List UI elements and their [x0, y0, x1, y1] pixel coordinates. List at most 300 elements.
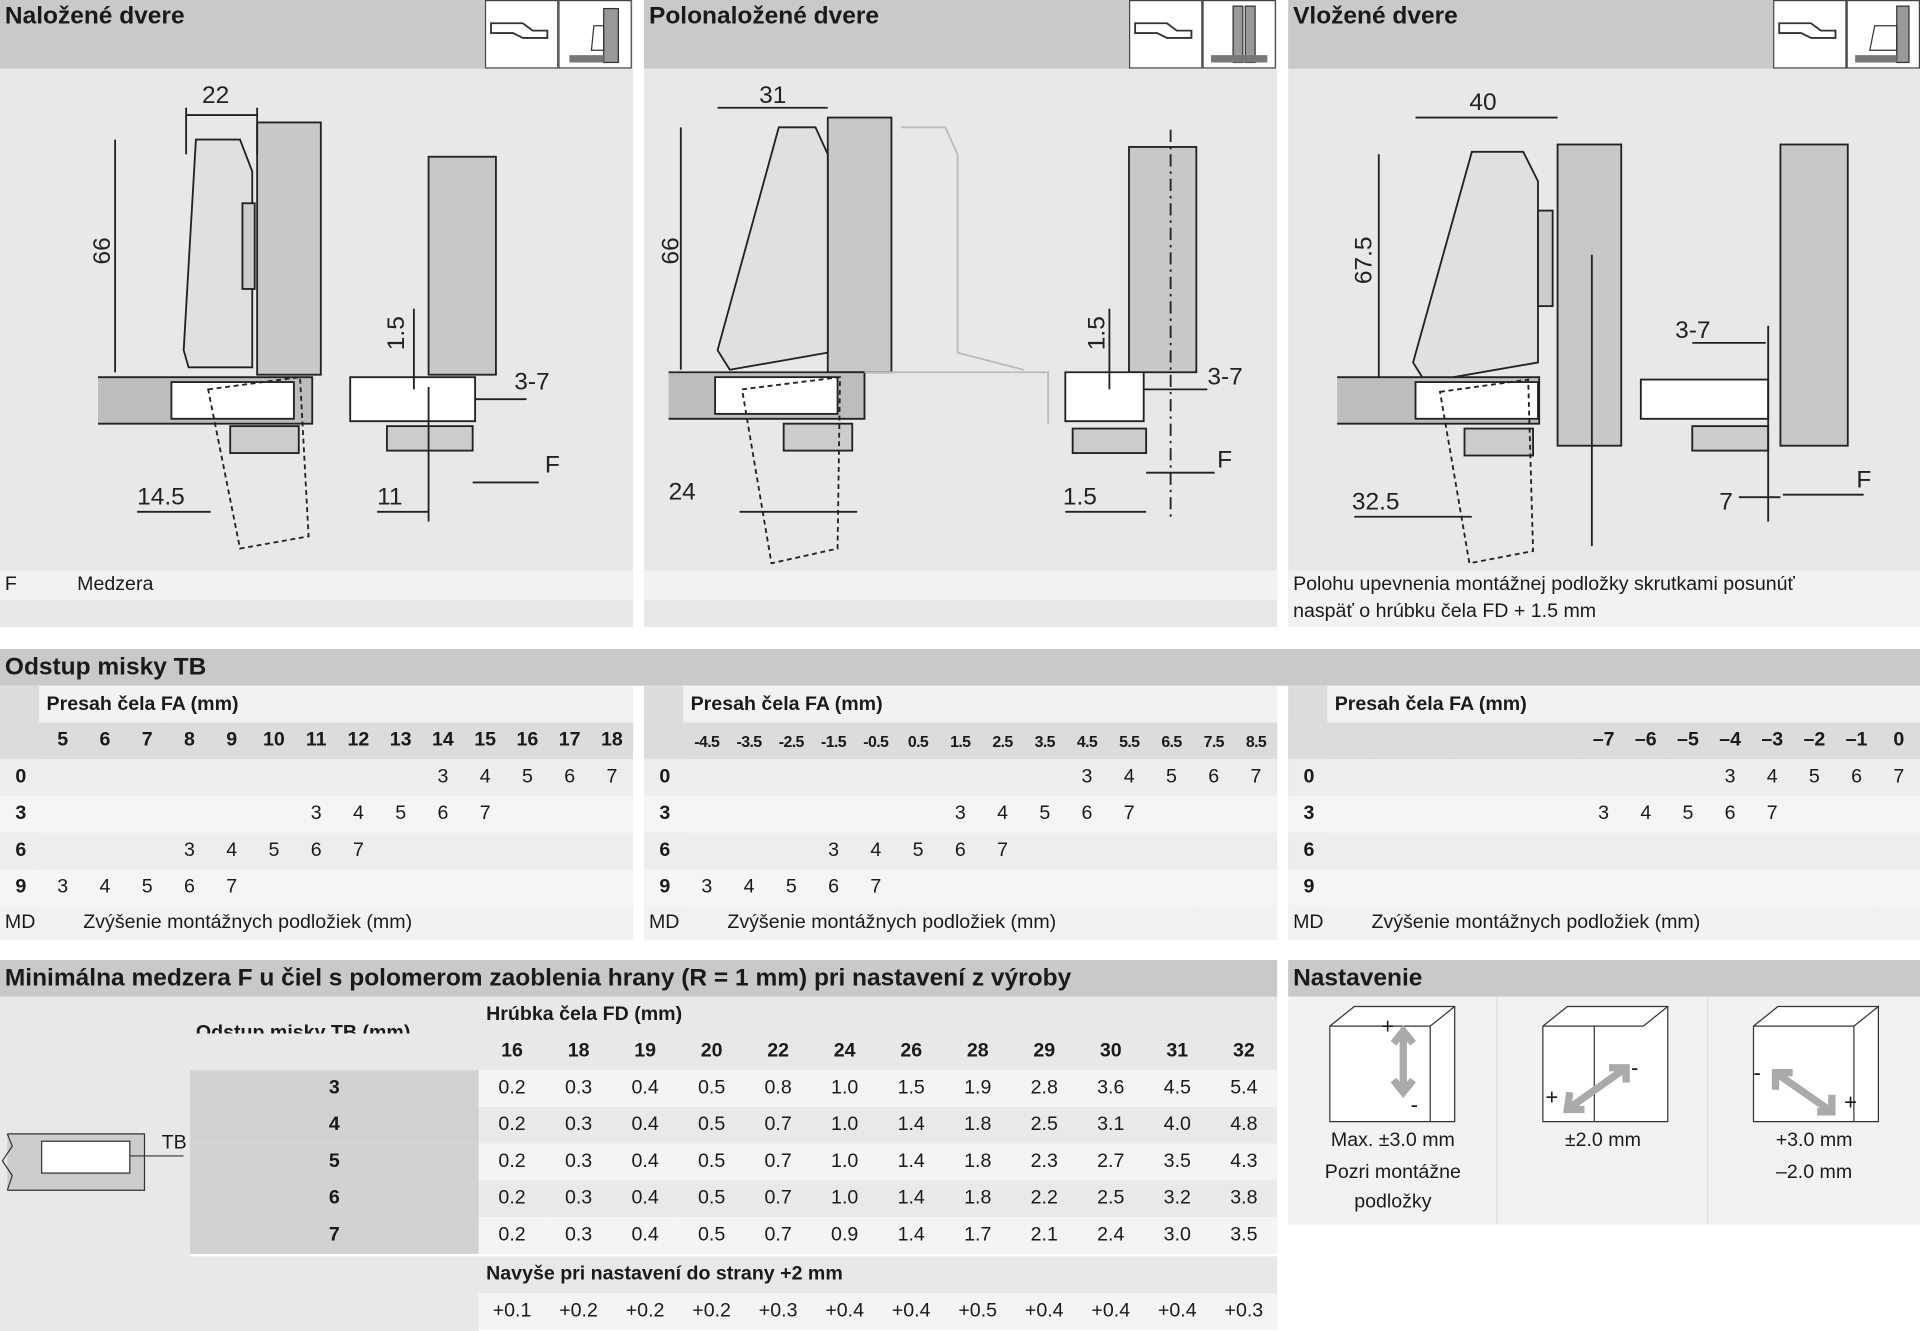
hinge-icon	[1129, 0, 1202, 69]
gap-value: 1.4	[878, 1217, 945, 1254]
tb-cell	[1330, 869, 1372, 906]
tb-cell	[337, 869, 379, 906]
gap-value: 1.8	[944, 1180, 1011, 1217]
fa-column-header: –4	[1709, 722, 1751, 759]
tb-cell	[1667, 869, 1709, 906]
gap-value: 0.2	[479, 1144, 546, 1181]
tb-section-title	[0, 649, 1920, 686]
tb-cell	[464, 833, 506, 870]
tb-cell	[1330, 833, 1372, 870]
gap-value: 3.2	[1144, 1180, 1211, 1217]
md-row-header: 6	[0, 833, 42, 870]
fa-column-header: 13	[380, 722, 422, 759]
gap-value: 0.5	[678, 1070, 745, 1107]
tb-cell: 3	[939, 796, 981, 833]
minus-sign: -	[1410, 1092, 1418, 1117]
tb-cell: 4	[464, 759, 506, 796]
gap-value: 4.0	[1144, 1107, 1211, 1144]
tb-cell: 6	[1066, 796, 1108, 833]
tb-cell	[506, 869, 548, 906]
adjust-height-line1: Max. ±3.0 mm	[1330, 1130, 1455, 1152]
table-row	[1288, 796, 1920, 833]
tb-cell: 6	[939, 833, 981, 870]
tb-cell: 6	[295, 833, 337, 870]
tb-cell	[1583, 759, 1625, 796]
tb-cell: 4	[1625, 796, 1667, 833]
tb-cell	[1150, 869, 1192, 906]
tb-cell	[1498, 796, 1540, 833]
fa-column-header: –5	[1667, 722, 1709, 759]
tb-cell	[686, 796, 728, 833]
legend-key: F	[4, 574, 17, 596]
tb-cell	[591, 833, 633, 870]
tb-section-title-text: Odstup misky TB	[4, 653, 207, 681]
fa-column-header: –1	[1835, 722, 1877, 759]
tb-cell	[380, 869, 422, 906]
tb-cell	[549, 796, 591, 833]
gap-value: 0.2	[479, 1107, 546, 1144]
tb-cell	[1330, 796, 1372, 833]
fd-column-header: 29	[1011, 1033, 1078, 1070]
table-row	[0, 796, 633, 833]
tb-cell: 7	[1108, 796, 1150, 833]
tb-cell	[1625, 869, 1667, 906]
tb-cell: 4	[337, 796, 379, 833]
md-row-header: 3	[1288, 796, 1329, 833]
gap-value: 0.3	[545, 1180, 612, 1217]
tb-cell	[422, 833, 464, 870]
tb-cell: 7	[855, 869, 897, 906]
tb-grid-3	[1288, 722, 1920, 906]
depth-adjust-icon	[1746, 1002, 1883, 1124]
tb-cell	[211, 759, 253, 796]
tb-cell	[1835, 796, 1877, 833]
fa-column-header: 6.5	[1150, 722, 1192, 759]
adjust-height-line3: podložky	[1354, 1191, 1432, 1213]
gap-value: 0.7	[745, 1180, 812, 1217]
overlay-hinge-drawing	[0, 69, 633, 571]
fd-column-header: 18	[545, 1033, 612, 1070]
tb-cell	[939, 759, 981, 796]
tb-cell: 3	[1583, 796, 1625, 833]
md-row-header: 0	[0, 759, 42, 796]
tb-cell	[981, 759, 1023, 796]
minus-sign: -	[1753, 1060, 1761, 1085]
gap-value: 0.4	[612, 1144, 679, 1181]
md-footer-text: Zvýšenie montážnych podložiek (mm)	[1371, 912, 1701, 934]
tb-cell	[1583, 869, 1625, 906]
fa-column-header: –6	[1625, 722, 1667, 759]
panel-half-overlay-title	[644, 0, 1129, 69]
fa-column-header: 0	[1878, 722, 1920, 759]
gap-value: 1.4	[878, 1144, 945, 1181]
tb-cell	[1024, 759, 1066, 796]
tb-cell	[1193, 796, 1235, 833]
md-footer-text: Zvýšenie montážnych podložiek (mm)	[727, 912, 1057, 934]
tb-cell: 5	[253, 833, 295, 870]
gap-value: 2.4	[1078, 1217, 1145, 1254]
dim-width: 40	[1469, 89, 1497, 117]
tb-cell	[1709, 833, 1751, 870]
tb-cell	[506, 796, 548, 833]
gap-value: 4.8	[1211, 1107, 1278, 1144]
fa-column-header	[1498, 722, 1540, 759]
adjust-depth-line2: –2.0 mm	[1775, 1162, 1853, 1183]
dim-adjust: 3-7	[1207, 363, 1243, 391]
dim-adjust: 3-7	[1675, 316, 1711, 344]
tb-cell	[897, 869, 939, 906]
gap-value: 1.8	[944, 1107, 1011, 1144]
gap-value: 0.2	[479, 1070, 546, 1107]
dim-height: 66	[89, 237, 117, 265]
tb-cell: 4	[728, 869, 770, 906]
fa-column-header: 4.5	[1066, 722, 1108, 759]
fa-column-header: 10	[253, 722, 295, 759]
gap-value: 1.7	[944, 1217, 1011, 1254]
plus-sign: +	[1545, 1084, 1559, 1110]
tb-cell	[1372, 833, 1414, 870]
tb-cell	[1878, 833, 1920, 870]
tb-cell	[1540, 869, 1582, 906]
min-gap-title-text: Minimálna medzera F u čiel s polomerom zaoblenia hrany (R = 1 mm) pri nastavení z výroby	[4, 964, 1072, 992]
tb-cell: 3	[686, 869, 728, 906]
tb-cell	[1108, 869, 1150, 906]
panel-overlay-title	[0, 0, 485, 69]
tb-cell	[1793, 796, 1835, 833]
tb-cell	[1414, 796, 1456, 833]
tb-cell	[380, 833, 422, 870]
tb-cell	[549, 869, 591, 906]
gap-value: 0.9	[811, 1217, 878, 1254]
tb-cell	[1024, 869, 1066, 906]
tb-cell: 4	[1751, 759, 1793, 796]
fd-column-header: 20	[678, 1033, 745, 1070]
tb-cell	[126, 759, 168, 796]
fa-column-header: -1.5	[812, 722, 854, 759]
fa-column-header: 9	[211, 722, 253, 759]
fa-column-header: -4.5	[686, 722, 728, 759]
tb-cell	[1372, 869, 1414, 906]
gap-value: 3.0	[1144, 1217, 1211, 1254]
table-row	[190, 1107, 1277, 1144]
tb-cell	[1193, 869, 1235, 906]
tb-cell	[253, 759, 295, 796]
extra-value: +0.2	[545, 1293, 612, 1330]
tb-cell	[1709, 869, 1751, 906]
panel-inset-title-text: Vložené dvere	[1293, 2, 1458, 30]
extra-value: +0.4	[811, 1293, 878, 1330]
tb-row-header: 4	[190, 1107, 479, 1144]
tb-cell	[1456, 869, 1498, 906]
inset-hinge-drawing	[1288, 69, 1920, 571]
tb-cell: 5	[1024, 796, 1066, 833]
extra-value: +0.3	[745, 1293, 812, 1330]
tb-row-header: 6	[190, 1180, 479, 1217]
tb-cell: 7	[591, 759, 633, 796]
md-footer-key: MD	[4, 912, 36, 934]
md-row-header: 0	[1288, 759, 1329, 796]
dim-left: 14.5	[137, 483, 185, 511]
tb-cell	[728, 833, 770, 870]
gap-value: 0.3	[545, 1107, 612, 1144]
fa-column-header: 7	[126, 722, 168, 759]
tb-cell	[1024, 833, 1066, 870]
plus-sign: +	[1844, 1089, 1857, 1115]
gap-value: 0.8	[745, 1070, 812, 1107]
gap-value: 1.0	[811, 1180, 878, 1217]
extra-value: +0.4	[1078, 1293, 1145, 1330]
dim-right: 11	[377, 483, 403, 511]
tb-cell: 7	[1235, 759, 1277, 796]
tb-cell	[1108, 833, 1150, 870]
gap-value: 0.7	[745, 1217, 812, 1254]
fd-column-header: 31	[1144, 1033, 1211, 1070]
dim-adjust: 3-7	[514, 368, 550, 396]
fa-column-header: 16	[506, 722, 548, 759]
extra-value: +0.2	[612, 1293, 679, 1330]
fd-column-header: 30	[1078, 1033, 1145, 1070]
tb-cell: 6	[168, 869, 210, 906]
fa-column-header: 7.5	[1193, 722, 1235, 759]
dim-gap-v: 1.5	[1083, 316, 1111, 351]
tb-cell: 3	[168, 833, 210, 870]
extra-value: +0.4	[878, 1293, 945, 1330]
tb-cell	[295, 759, 337, 796]
gap-value: 1.5	[878, 1070, 945, 1107]
gap-value: 3.8	[1211, 1180, 1278, 1217]
tb-cell: 5	[1667, 796, 1709, 833]
tb-cell: 3	[1709, 759, 1751, 796]
tb-cell	[1583, 833, 1625, 870]
gap-value: 0.3	[545, 1070, 612, 1107]
tb-cell: 4	[1108, 759, 1150, 796]
tb-cell	[1456, 796, 1498, 833]
md-row-header: 0	[644, 759, 686, 796]
tb-cell: 7	[1751, 796, 1793, 833]
fd-column-header: 19	[612, 1033, 679, 1070]
gap-value: 0.3	[545, 1144, 612, 1181]
tb-cell	[1414, 833, 1456, 870]
md-row-header: 9	[1288, 869, 1329, 906]
tb-cell	[1235, 796, 1277, 833]
legend-text: Medzera	[77, 574, 154, 596]
tb-row-header: 7	[190, 1217, 479, 1254]
gap-value: 3.5	[1211, 1217, 1278, 1254]
tb-cell: 7	[981, 833, 1023, 870]
gap-value: 0.4	[612, 1180, 679, 1217]
tb-cell: 6	[549, 759, 591, 796]
gap-value: 1.0	[811, 1070, 878, 1107]
tb-cell	[981, 869, 1023, 906]
fa-label: Presah čela FA (mm)	[46, 694, 239, 716]
minus-sign: -	[1631, 1055, 1639, 1081]
tb-cell	[126, 833, 168, 870]
tb-cell	[1540, 833, 1582, 870]
md-header-cell	[644, 722, 686, 759]
tb-cell: 7	[211, 869, 253, 906]
gap-value: 0.5	[678, 1217, 745, 1254]
dim-f: F	[544, 451, 560, 479]
panel-inset-title	[1288, 0, 1773, 69]
tb-cell	[1540, 796, 1582, 833]
tb-cell	[1235, 869, 1277, 906]
fa-column-header	[1456, 722, 1498, 759]
tb-cell: 5	[770, 869, 812, 906]
tb-cell: 7	[464, 796, 506, 833]
tb-cell	[1667, 833, 1709, 870]
tb-cell	[897, 796, 939, 833]
dim-width: 22	[202, 81, 230, 109]
gap-value: 2.3	[1011, 1144, 1078, 1181]
tb-cell	[1150, 796, 1192, 833]
extra-value: +0.1	[479, 1293, 546, 1330]
half-overlay-hinge-drawing	[644, 69, 1277, 571]
table-row	[644, 869, 1277, 906]
tb-cell	[1456, 759, 1498, 796]
gap-value: 0.4	[612, 1217, 679, 1254]
tb-grid-1	[0, 722, 633, 906]
tb-cell	[168, 759, 210, 796]
extra-value: +0.5	[944, 1293, 1011, 1330]
gap-value: 1.4	[878, 1180, 945, 1217]
fd-column-header: 16	[479, 1033, 546, 1070]
tb-cell	[253, 796, 295, 833]
gap-value: 2.5	[1078, 1180, 1145, 1217]
hinge-icon	[1773, 0, 1846, 69]
fa-column-header: 3.5	[1024, 722, 1066, 759]
gap-value: 3.6	[1078, 1070, 1145, 1107]
table-row	[644, 796, 1277, 833]
tb-cell	[1330, 759, 1372, 796]
fa-column-header: 14	[422, 722, 464, 759]
tb-cell	[728, 796, 770, 833]
fa-column-header: 17	[549, 722, 591, 759]
tb-cell	[84, 833, 126, 870]
gap-value: 1.4	[878, 1107, 945, 1144]
fa-label: Presah čela FA (mm)	[1334, 694, 1527, 716]
tb-cell	[591, 869, 633, 906]
tb-cell	[1835, 833, 1877, 870]
adjust-title-text: Nastavenie	[1293, 964, 1423, 992]
extra-row-left	[190, 1256, 479, 1331]
gap-value: 0.2	[479, 1180, 546, 1217]
note-line-1: Polohu upevnenia montážnej podložky skrutkami posunúť	[1293, 574, 1795, 596]
door-position-icon	[1202, 0, 1275, 69]
tb-cell	[1793, 869, 1835, 906]
fd-label: Hrúbka čela FD (mm)	[486, 1004, 683, 1025]
tb-cell	[1751, 869, 1793, 906]
tb-cell	[855, 796, 897, 833]
tb-cell: 3	[422, 759, 464, 796]
fa-column-header: 8	[168, 722, 210, 759]
gap-value: 3.1	[1078, 1107, 1145, 1144]
panel-overlay-title-text: Naložené dvere	[4, 2, 185, 30]
tb-cell	[42, 759, 84, 796]
tb-cell: 6	[812, 869, 854, 906]
table-row	[1288, 869, 1920, 906]
tb-cell	[1835, 869, 1877, 906]
tb-cell: 6	[1709, 796, 1751, 833]
tb-cell	[422, 869, 464, 906]
fd-column-header: 26	[878, 1033, 945, 1070]
dim-left: 24	[668, 478, 696, 506]
tb-cell: 3	[295, 796, 337, 833]
gap-value: 0.7	[745, 1144, 812, 1181]
table-row	[0, 833, 633, 870]
gap-value: 0.4	[612, 1107, 679, 1144]
tb-cell	[42, 833, 84, 870]
md-row-header: 6	[644, 833, 686, 870]
tb-cell	[1498, 759, 1540, 796]
tb-cell	[1498, 869, 1540, 906]
table-row	[0, 759, 633, 796]
fa-column-header	[1414, 722, 1456, 759]
fa-column-header	[1330, 722, 1372, 759]
tb-cell	[1751, 833, 1793, 870]
gap-value: 2.2	[1011, 1180, 1078, 1217]
tb-grid-2	[644, 722, 1277, 906]
tb-cell	[84, 759, 126, 796]
fd-column-header: 24	[811, 1033, 878, 1070]
fa-column-header: –3	[1751, 722, 1793, 759]
tb-cell	[591, 796, 633, 833]
tb-cell	[253, 869, 295, 906]
tb-cell	[1878, 796, 1920, 833]
tb-cell	[1625, 759, 1667, 796]
gap-value: 0.5	[678, 1107, 745, 1144]
tb-cell	[1372, 759, 1414, 796]
fa-column-header: -0.5	[855, 722, 897, 759]
tb-diagram-label: TB	[161, 1132, 187, 1154]
gap-value: 4.5	[1144, 1070, 1211, 1107]
gap-value: 5.4	[1211, 1070, 1278, 1107]
gap-value: 1.0	[811, 1144, 878, 1181]
fa-column-header: 11	[295, 722, 337, 759]
dim-f: F	[1856, 466, 1872, 494]
fa-column-header: –2	[1793, 722, 1835, 759]
tb-cell	[770, 833, 812, 870]
md-row-header: 3	[0, 796, 42, 833]
tb-cell	[211, 796, 253, 833]
adjust-depth-line1: +3.0 mm	[1775, 1130, 1853, 1152]
tb-cell	[1456, 833, 1498, 870]
tb-cell	[1414, 869, 1456, 906]
tb-cell	[1235, 833, 1277, 870]
door-position-icon	[1847, 0, 1920, 69]
tb-cell	[770, 796, 812, 833]
tb-cell	[42, 796, 84, 833]
tb-cell: 4	[84, 869, 126, 906]
md-footer-text: Zvýšenie montážnych podložiek (mm)	[83, 912, 413, 934]
gap-value: 1.9	[944, 1070, 1011, 1107]
dim-height: 66	[657, 237, 685, 265]
fa-column-header	[1540, 722, 1582, 759]
fa-column-header: 1.5	[939, 722, 981, 759]
tb-cell	[1540, 759, 1582, 796]
tb-cell	[728, 759, 770, 796]
tb-cell	[126, 796, 168, 833]
tb-cell	[897, 759, 939, 796]
table-row	[1288, 759, 1920, 796]
dim-height: 67.5	[1350, 236, 1378, 285]
extra-values-table	[479, 1293, 1277, 1330]
tb-cell	[1793, 833, 1835, 870]
fa-column-header: 2.5	[981, 722, 1023, 759]
table-row	[0, 869, 633, 906]
table-row	[190, 1180, 1277, 1217]
legend-row-empty	[644, 571, 1277, 600]
plus-sign: +	[1381, 1013, 1395, 1039]
